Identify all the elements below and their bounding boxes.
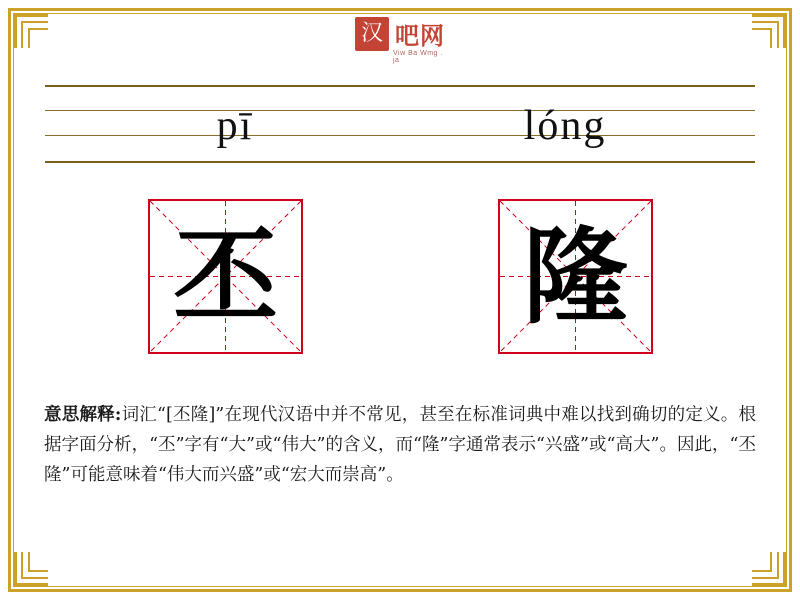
corner-ornament-bottom-right <box>752 552 786 586</box>
corner-ornament-bottom-left <box>14 552 48 586</box>
site-logo[interactable] <box>355 16 445 64</box>
staff-line-bottom <box>45 161 755 163</box>
explanation-text: 词汇“[丕隆]”在现代汉语中并不常见，甚至在标准词典中难以找到确切的定义。根据字面分析，“丕”字有“大”或“伟大”的含义，而“隆”字通常表示“兴盛”或“高大”。因此，“丕隆”可能意味着“伟大而兴盛”或“宏大而崇高”。 <box>44 405 756 486</box>
character-grid-box-first <box>148 199 303 354</box>
logo-mark-icon: 汉 <box>355 17 389 51</box>
corner-ornament-top-right <box>752 14 786 48</box>
pinyin-second: lóng <box>523 103 607 149</box>
pinyin-staff <box>45 85 755 163</box>
corner-ornament-top-left <box>14 14 48 48</box>
character-second: 隆 <box>523 215 628 338</box>
explanation-label: 意思解释: <box>44 405 122 425</box>
character-first: 丕 <box>173 215 278 338</box>
explanation-block <box>44 400 756 490</box>
logo-text: 吧网 <box>395 22 445 50</box>
pinyin-first: pī <box>216 103 254 149</box>
staff-line-top <box>45 85 755 87</box>
logo-subtitle: Viw Ba Wmg . ja <box>393 50 443 64</box>
character-grid-box-second <box>498 199 653 354</box>
